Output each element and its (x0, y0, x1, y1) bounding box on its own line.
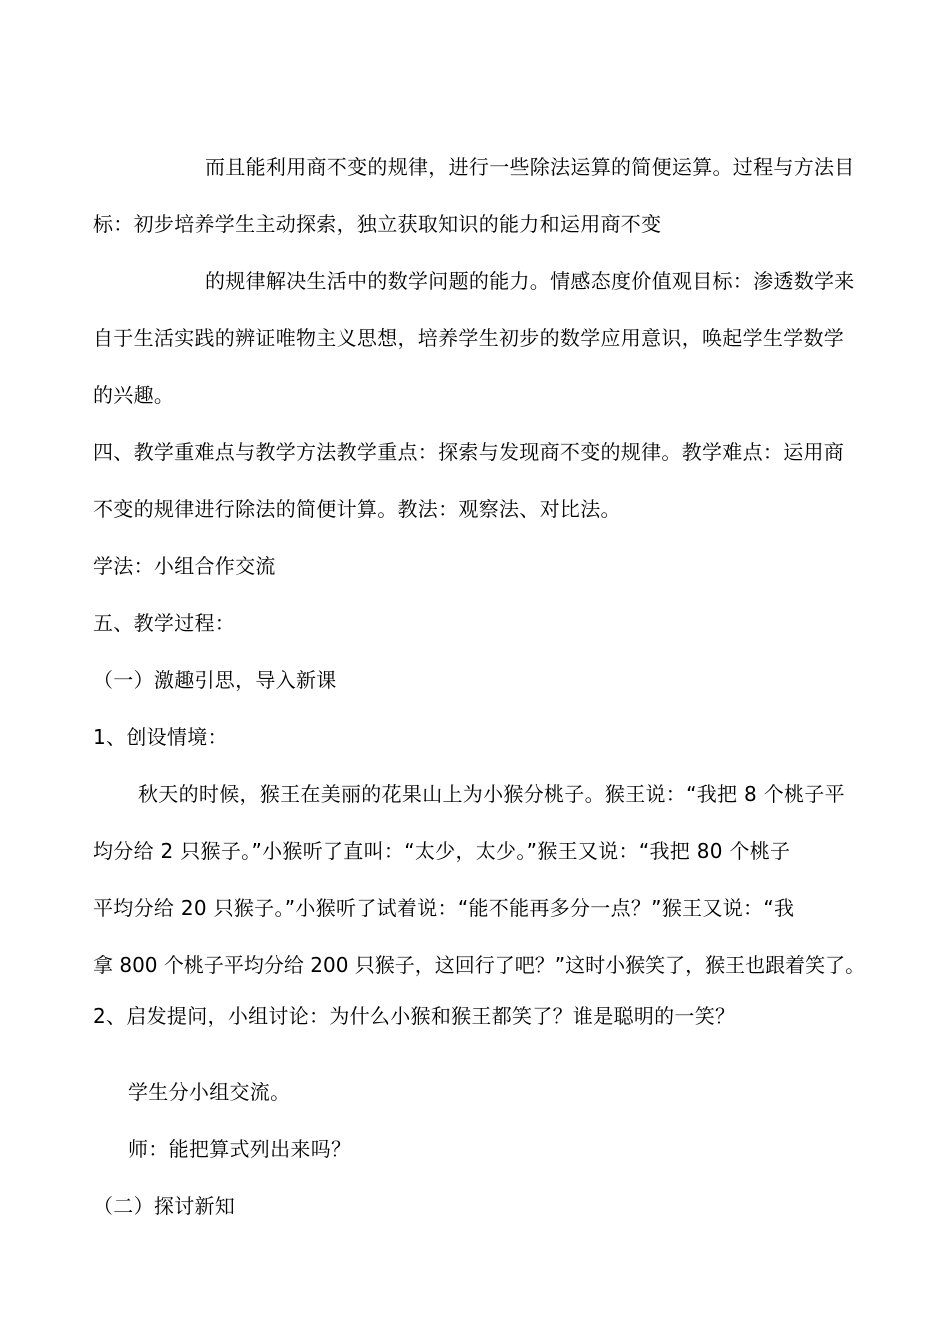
subsection-one-heading: （一）激趣引思，导入新课 (93, 668, 337, 692)
story-line-4: 拿 800 个桃子平均分给 200 只猴子，这回行了吧？”这时小猴笑了，猴王也跟着笑了。 (93, 953, 866, 977)
story-line-2: 均分给 2 只猴子。”小猴听了直叫：“太少，太少。”猴王又说：“我把 80 个桃子 (93, 839, 791, 863)
paragraph-line-1: 而且能利用商不变的规律，进行一些除法运算的简便运算。过程与方法目 (205, 155, 855, 179)
student-activity-line: 学生分小组交流。 (128, 1080, 291, 1104)
item-two-heading: 2、启发提问，小组讨论：为什么小猴和猴王都笑了？谁是聪明的一笑？ (93, 1004, 736, 1028)
paragraph-line-5: 的兴趣。 (93, 383, 175, 407)
section-five-heading: 五、教学过程： (93, 611, 236, 635)
paragraph-line-3: 的规律解决生活中的数学问题的能力。情感态度价值观目标：渗透数学来 (205, 269, 855, 293)
subsection-two-heading: （二）探讨新知 (93, 1194, 236, 1218)
paragraph-line-4: 自于生活实践的辨证唯物主义思想，培养学生初步的数学应用意识，唤起学生学数学 (93, 326, 845, 350)
learning-method-line: 学法：小组合作交流 (93, 554, 276, 578)
item-one-heading: 1、创设情境： (93, 725, 228, 749)
story-line-1: 秋天的时候，猴王在美丽的花果山上为小猴分桃子。猴王说：“我把 8 个桃子平 (138, 782, 845, 806)
section-four-heading: 四、教学重难点与教学方法教学重点：探索与发现商不变的规律。教学难点：运用商 (93, 440, 845, 464)
story-line-3: 平均分给 20 只猴子。”小猴听了试着说：“能不能再多分一点？”猴王又说：“我 (93, 896, 795, 920)
paragraph-line-2: 标：初步培养学生主动探索，独立获取知识的能力和运用商不变 (93, 212, 662, 236)
paragraph-line-7: 不变的规律进行除法的简便计算。教法：观察法、对比法。 (93, 497, 621, 521)
teacher-question-line: 师：能把算式列出来吗？ (128, 1137, 352, 1161)
